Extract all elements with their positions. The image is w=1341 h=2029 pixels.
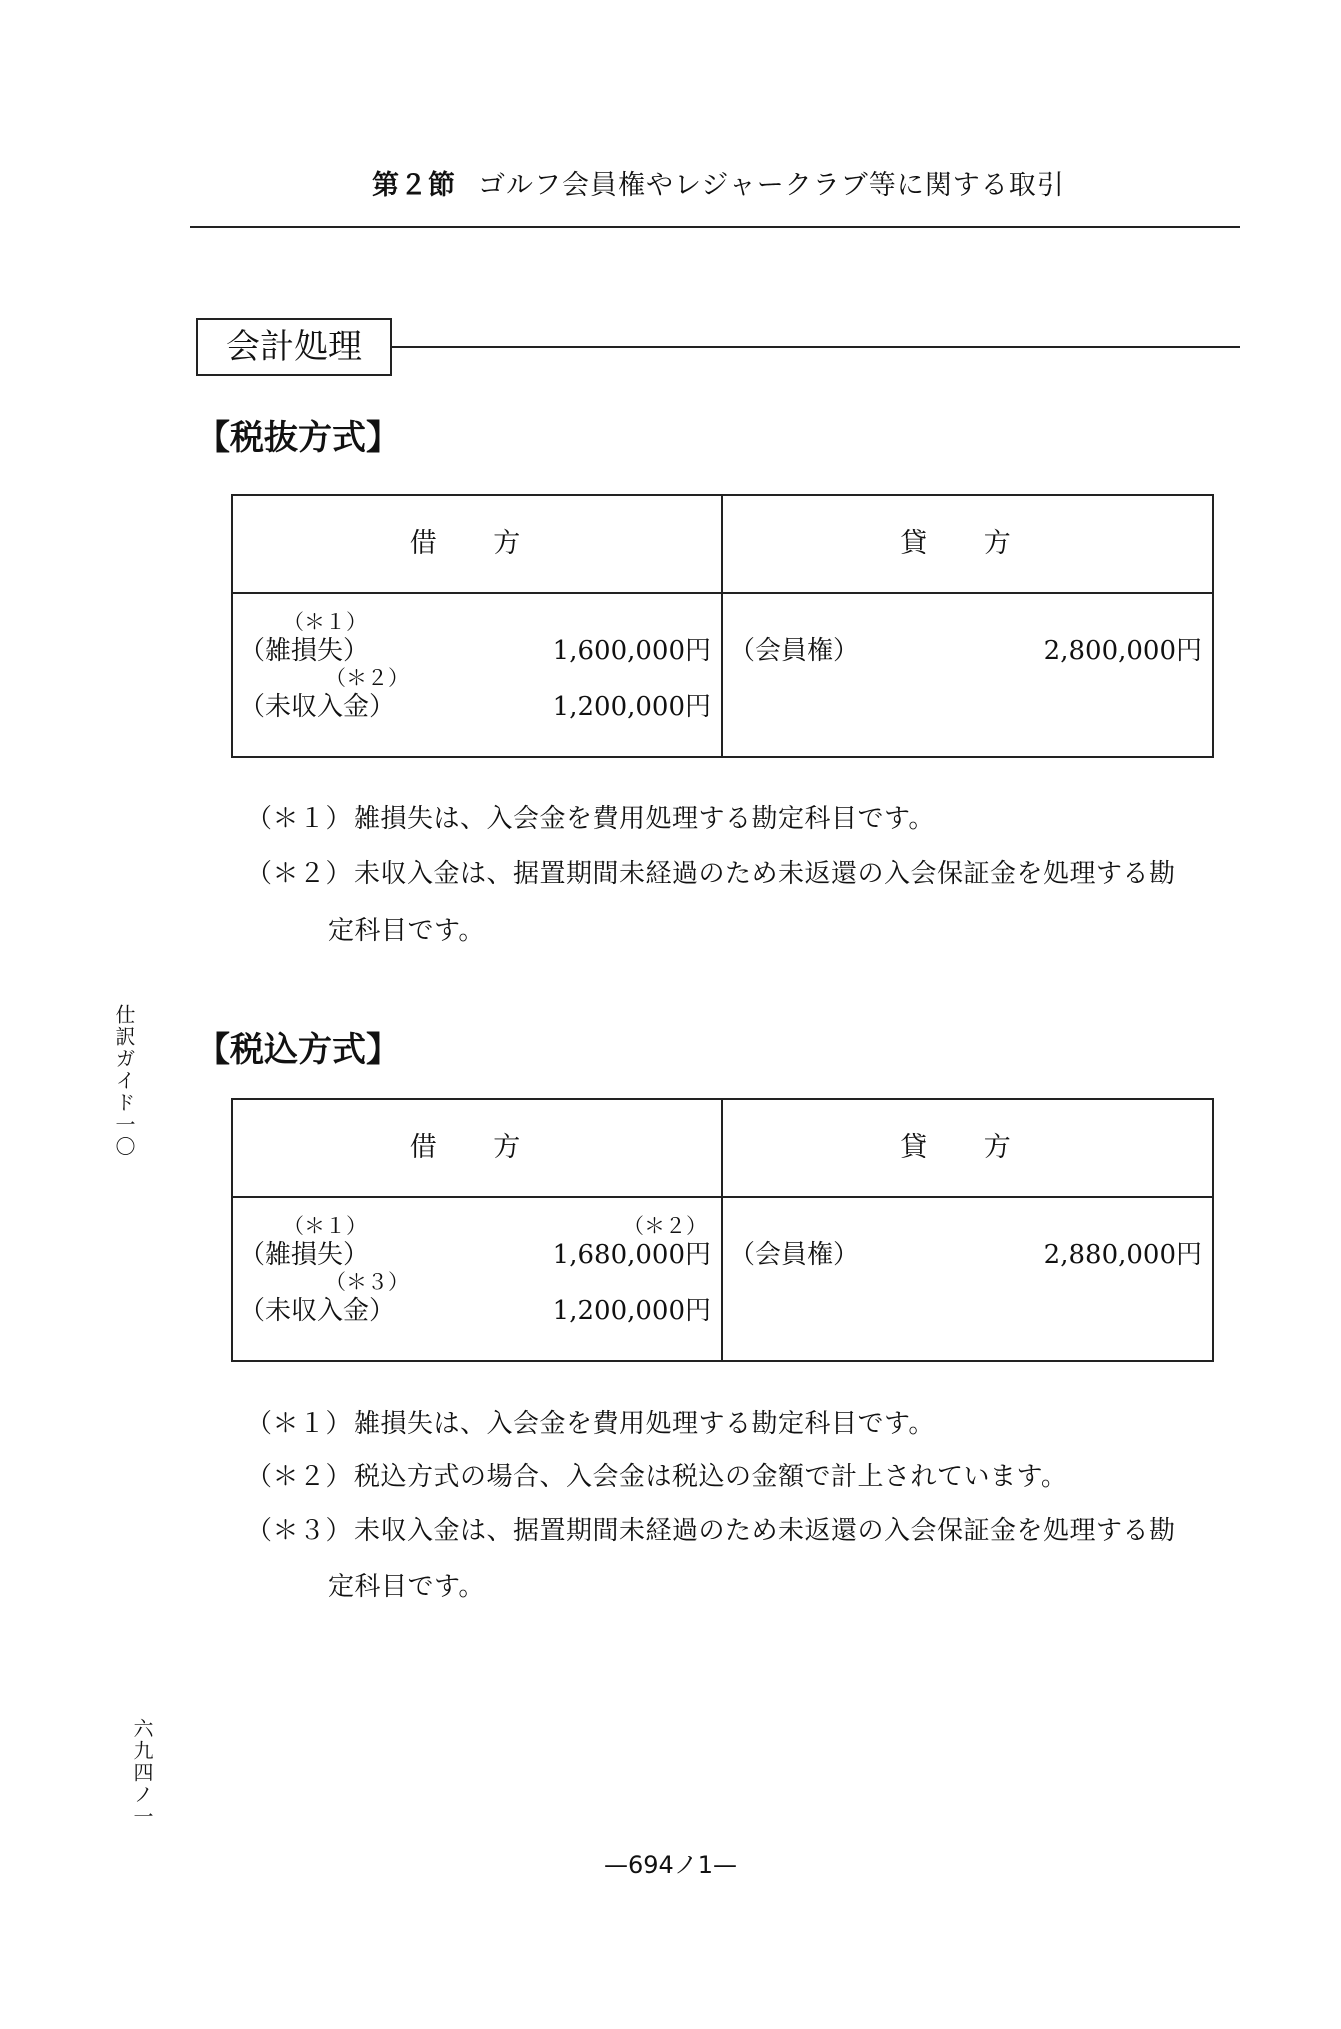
journal-entry-table-tax-inclusive [231, 1098, 1214, 1362]
journal-entry-table-tax-exclusive [231, 494, 1214, 758]
page-number: —694ノ1— [603, 1851, 738, 1879]
debit-amount: 1,200,000円 [552, 692, 711, 722]
note-text: 未収入金は、据置期間未経過のため未返還の入会保証金を処理する勘 [354, 1516, 1176, 1546]
section-heading: 会計処理 [196, 318, 392, 376]
note-label: （＊２） [246, 1462, 353, 1492]
credit-account: （会員権） [729, 1240, 860, 1270]
note [246, 798, 935, 835]
note-text: 未収入金は、据置期間未経過のため未返還の入会保証金を処理する勘 [354, 859, 1176, 889]
debit-account: （未収入金） [239, 1296, 396, 1326]
debit-amount: 1,600,000円 [552, 636, 711, 666]
debit-header: 借 方 [232, 1099, 722, 1197]
debit-account: （雑損失） [239, 636, 370, 666]
note [246, 1510, 1176, 1547]
debit-header: 借 方 [232, 495, 722, 593]
footnote-mark: （＊２） [623, 1214, 707, 1238]
credit-header: 貸 方 [722, 1099, 1213, 1197]
note-label: （＊１） [246, 804, 353, 834]
note-text: 税込方式の場合、入会金は税込の金額で計上されています。 [354, 1462, 1068, 1492]
note-text: 雑損失は、入会金を費用処理する勘定科目です。 [354, 1409, 935, 1439]
footnote-mark: （＊２） [325, 666, 409, 690]
credit-cell [722, 593, 1213, 757]
note [246, 853, 1176, 890]
credit-header: 貸 方 [722, 495, 1213, 593]
note [246, 1456, 1067, 1493]
credit-account: （会員権） [729, 636, 860, 666]
debit-cell [232, 593, 722, 757]
credit-amount: 2,800,000円 [1043, 636, 1202, 666]
note-label: （＊１） [246, 1409, 353, 1439]
footnote-mark: （＊１） [283, 1214, 367, 1238]
footnote-mark: （＊３） [325, 1270, 409, 1294]
section-title: ゴルフ会員権やレジャークラブ等に関する取引 [478, 170, 1065, 201]
side-page-number: 六九四ノ一 [130, 1718, 154, 1828]
note-continuation: 定科目です。 [328, 916, 485, 946]
note-label: （＊２） [246, 859, 353, 889]
credit-cell [722, 1197, 1213, 1361]
footnote-mark: （＊１） [283, 610, 367, 634]
header-rule [190, 226, 1240, 228]
debit-amount: 1,680,000円 [552, 1240, 711, 1270]
subsection-title-tax-exclusive: 【税抜方式】 [196, 418, 400, 458]
note [246, 1403, 935, 1440]
note-continuation: 定科目です。 [328, 1572, 485, 1602]
side-label: 仕訳ガイド一〇 [112, 1004, 136, 1158]
note-label: （＊３） [246, 1516, 353, 1546]
note-text: 雑損失は、入会金を費用処理する勘定科目です。 [354, 804, 935, 834]
debit-amount: 1,200,000円 [552, 1296, 711, 1326]
page-header [372, 163, 1065, 202]
debit-cell [232, 1197, 722, 1361]
subsection-title-tax-inclusive: 【税込方式】 [196, 1030, 400, 1070]
section-number: 第２節 [372, 170, 456, 201]
debit-account: （未収入金） [239, 692, 396, 722]
section-heading-rule [392, 346, 1240, 348]
debit-account: （雑損失） [239, 1240, 370, 1270]
credit-amount: 2,880,000円 [1043, 1240, 1202, 1270]
